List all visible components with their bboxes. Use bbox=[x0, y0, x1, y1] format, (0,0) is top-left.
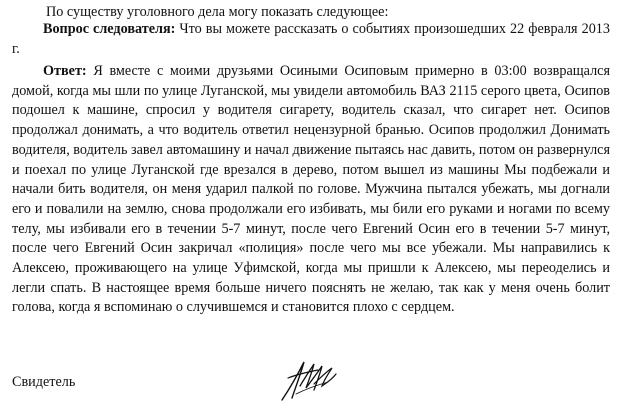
question-label: Вопрос следователя: bbox=[43, 21, 176, 37]
answer-paragraph bbox=[12, 62, 610, 318]
handwritten-signature bbox=[278, 356, 340, 404]
answer-text: Я вместе с моими друзьями Осиными Осиповым примерно в 03:00 возвращался домой, когда мы шли по улице Луганской, мы увидели автомобиль ВАЗ 2115 серого цвета, Осипов подошел к машине, спросил у водителя сигарету, водитель сказал, что сигарет нет. Осипов продолжал донимать, а что водитель ответил нецензурной бранью. Осипов продолжил Донимать водителя, водитель завел автомашину и начал движение пытаясь нас давить, потом он развернулся и поехал по улице Луганской где врезался в дерево, потом вышел из машины Мы подбежали и начали бить водителя, он меня ударил палкой по голове. Мужчина пытался убежать, мы догнали его и повалили на землю, снова продолжали его избивать, мы били его руками и ногами по всему телу, мы избивали его в течении 5-7 минут, после чего Евгений Осин его в течении 5-7 минут, после чего Евгений Осин закричал «полиция» после чего мы все убежали. Мы направились к Алексею, проживающего на улице Уфимской, когда мы пришли к Алексею, мы переоделись и легли спать. В настоящее время больше ничего пояснять не желаю, так как у меня очень болит голова, когда я вспоминаю о случившемся и становится плохо с сердцем. bbox=[12, 63, 610, 316]
question-text: Что вы можете рассказать о событиях произошедших 22 февраля 2013 г. bbox=[12, 21, 610, 57]
witness-label: Свидетель bbox=[12, 374, 76, 390]
intro-line: По существу уголовного дела могу показать следующее: bbox=[46, 4, 389, 20]
question-paragraph bbox=[12, 20, 610, 59]
answer-label: Ответ: bbox=[43, 63, 87, 79]
